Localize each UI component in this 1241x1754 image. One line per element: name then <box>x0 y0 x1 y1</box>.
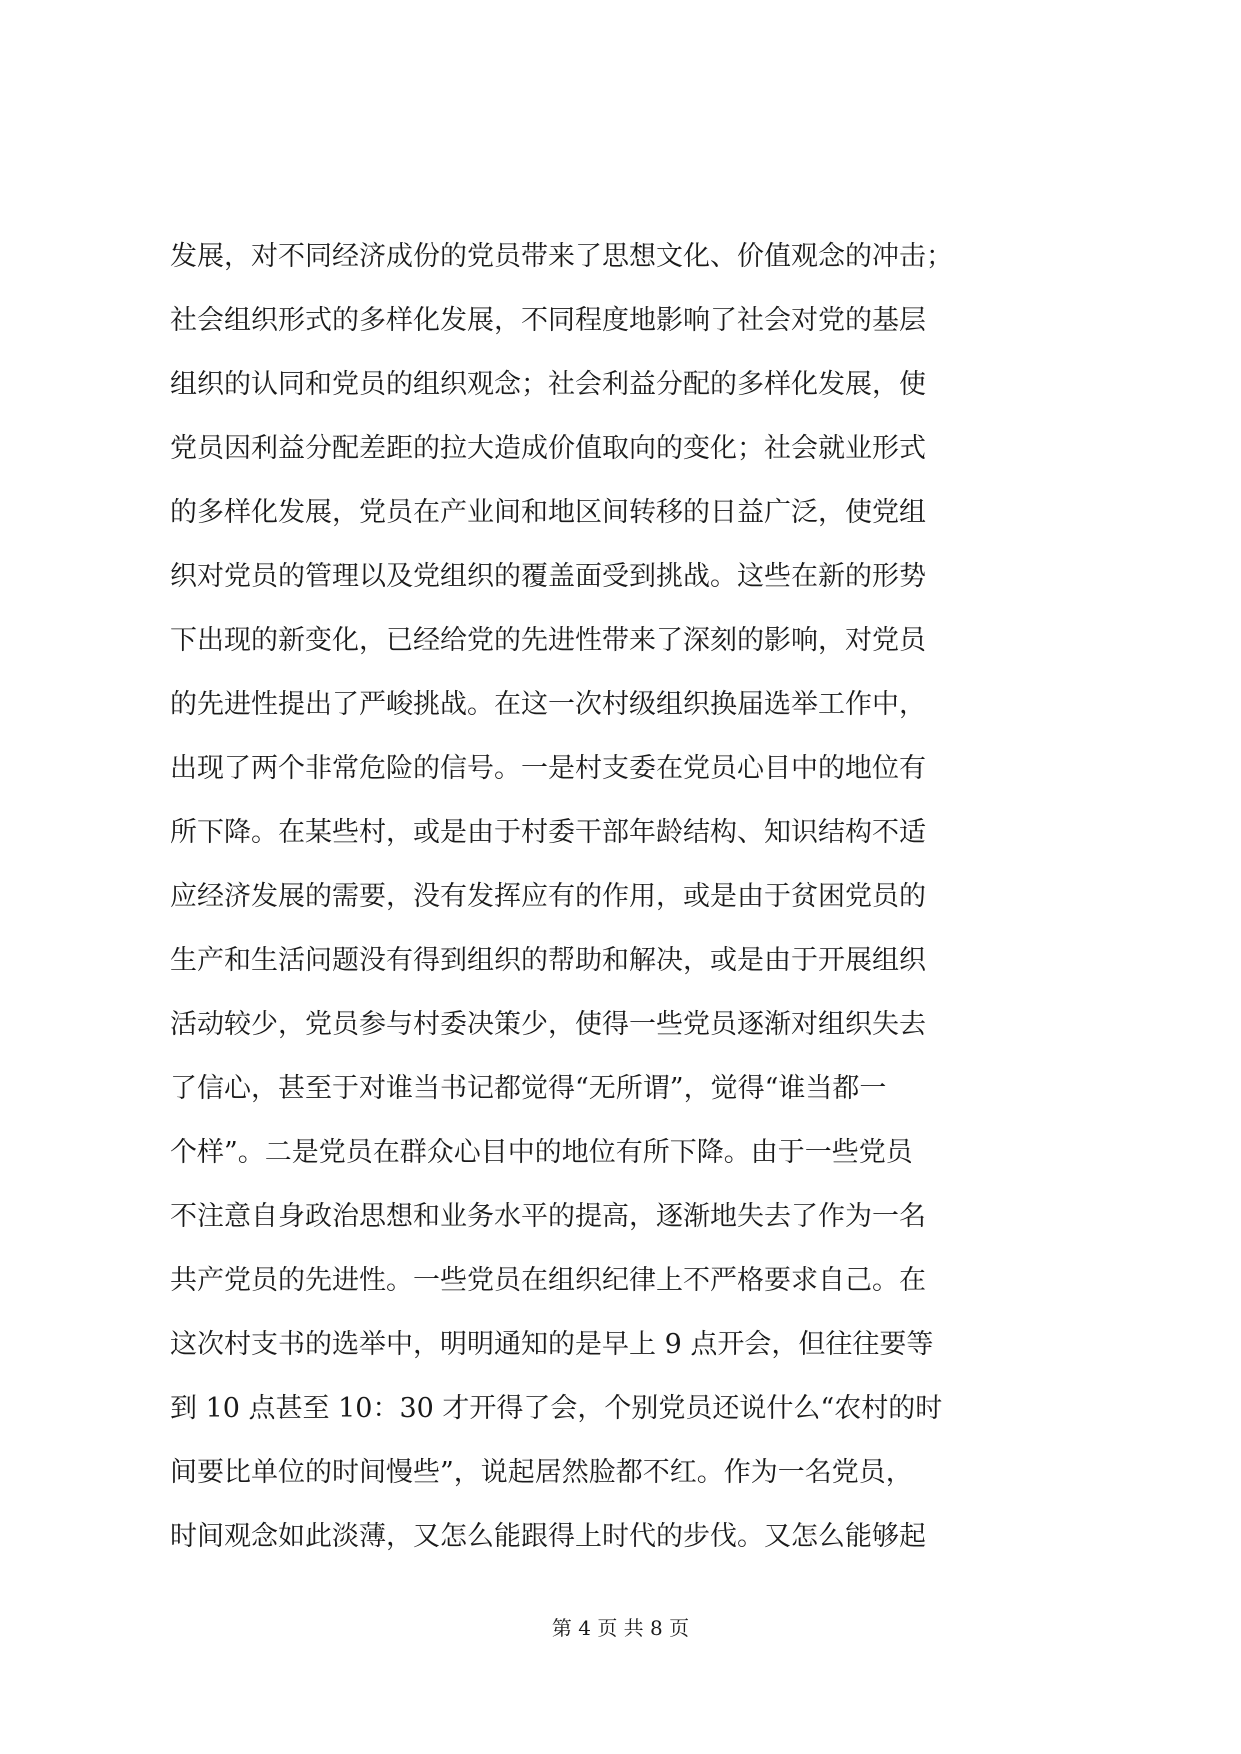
text-line: 活动较少，党员参与村委决策少，使得一些党员逐渐对组织失去 <box>170 1009 926 1040</box>
text-line: 应经济发展的需要，没有发挥应有的作用，或是由于贫困党员的 <box>170 881 926 912</box>
text-line: 织对党员的管理以及党组织的覆盖面受到挑战。这些在新的形势 <box>170 561 926 592</box>
text-line: 出现了两个非常危险的信号。一是村支委在党员心目中的地位有 <box>170 753 926 784</box>
text-line: 个样”。二是党员在群众心目中的地位有所下降。由于一些党员 <box>170 1137 913 1168</box>
text-line: 下出现的新变化，已经给党的先进性带来了深刻的影响，对党员 <box>170 625 926 656</box>
text-line: 组织的认同和党员的组织观念；社会利益分配的多样化发展，使 <box>170 369 926 400</box>
body-text <box>170 225 1090 1569</box>
text-line: 生产和生活问题没有得到组织的帮助和解决，或是由于开展组织 <box>170 945 926 976</box>
page-number-footer: 第 4 页 共 8 页 <box>551 1616 690 1640</box>
text-line: 共产党员的先进性。一些党员在组织纪律上不严格要求自己。在 <box>170 1265 926 1296</box>
text-line: 的先进性提出了严峻挑战。在这一次村级组织换届选举工作中， <box>170 689 926 720</box>
text-line: 这次村支书的选举中，明明通知的是早上 9 点开会，但往往要等 <box>170 1329 934 1360</box>
text-line: 发展，对不同经济成份的党员带来了思想文化、价值观念的冲击； <box>170 241 953 272</box>
text-line: 党员因利益分配差距的拉大造成价值取向的变化；社会就业形式 <box>170 433 926 464</box>
text-line: 时间观念如此淡薄，又怎么能跟得上时代的步伐。又怎么能够起 <box>170 1521 926 1552</box>
text-line: 不注意自身政治思想和业务水平的提高，逐渐地失去了作为一名 <box>170 1201 926 1232</box>
text-line: 了信心，甚至于对谁当书记都觉得“无所谓”，觉得“谁当都一 <box>170 1073 887 1104</box>
text-line: 的多样化发展，党员在产业间和地区间转移的日益广泛，使党组 <box>170 497 926 528</box>
text-line: 所下降。在某些村，或是由于村委干部年龄结构、知识结构不适 <box>170 817 926 848</box>
text-line: 间要比单位的时间慢些”，说起居然脸都不红。作为一名党员， <box>170 1457 913 1488</box>
text-line: 到 10 点甚至 10：30 才开得了会，个别党员还说什么“农村的时 <box>170 1393 943 1424</box>
text-line: 社会组织形式的多样化发展，不同程度地影响了社会对党的基层 <box>170 305 926 336</box>
